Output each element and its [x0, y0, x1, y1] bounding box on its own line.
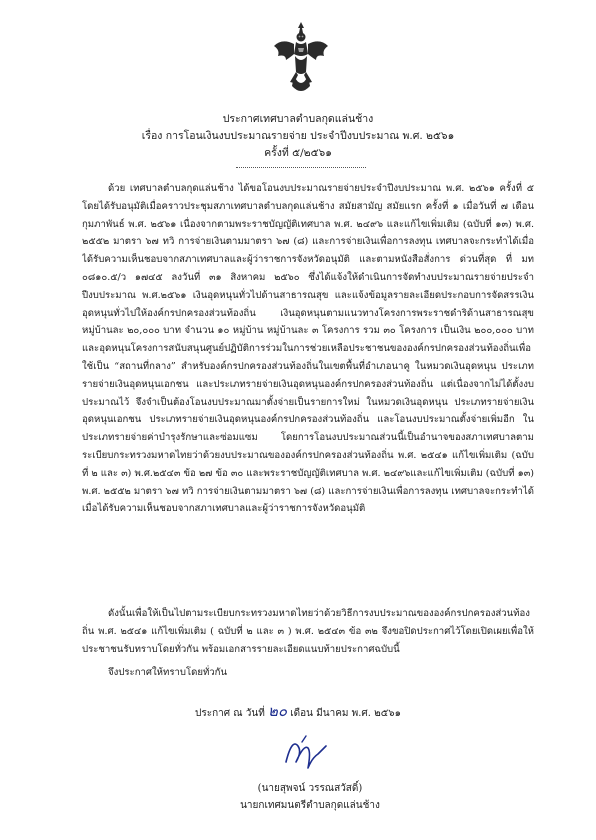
announcement-subject: เรื่อง การโอนเงินงบประมาณรายจ่าย ประจำปีงบประมาณ พ.ศ. ๒๕๖๑: [141, 130, 455, 142]
date-suffix: เดือน มีนาคม พ.ศ. ๒๕๖๑: [290, 708, 401, 719]
signatory-position: นายกเทศมนตรีตำบลกุดแล่นช้าง: [240, 800, 380, 811]
body-paragraph-2: ดังนั้นเพื่อให้เป็นไปตามระเบียบกระทรวงมหาดไทยว่าด้วยวิธีการงบประมาณขององค์กรปกครองส่วนท้องถิ่น พ.ศ. ๒๕๔๑ แก้ไขเพิ่มเติม ( ฉบับที่ ๒ และ ๓ ) พ.ศ. ๒๕๔๓ ข้อ ๓๒ จึงขอปิดประกาศไว้โดยเปิดเผยเพื่อให้ประชาชนรับทราบโดยทั่วกัน พร้อมเอกสารรายละเอียดแนบท้ายประกาศฉบับนี้: [82, 608, 534, 655]
handwritten-signature-icon: [278, 732, 334, 772]
announcement-org: ประกาศเทศบาลตำบลกุดแล่นช้าง: [222, 113, 374, 125]
garuda-emblem-icon: [272, 20, 330, 96]
announcement-date: [0, 699, 596, 723]
date-day: ๒๐: [267, 702, 288, 720]
body-paragraph-3: จึงประกาศให้ทราบโดยทั่วกัน: [108, 667, 228, 678]
signatory-name: (นายสุพจน์ วรรณสวัสดิ์): [257, 783, 363, 794]
date-prefix: ประกาศ ณ วันที่: [195, 708, 265, 719]
announcement-issue: ครั้งที่ ๕/๒๕๖๑: [264, 147, 332, 159]
body-paragraph-1: ด้วย เทศบาลตำบลกุดแล่นช้าง ได้ขอโอนงบประมาณรายจ่ายประจำปีงบประมาณ พ.ศ. ๒๕๖๑ ครั้งที่ ๕ โดยได้รับอนุมัติเมื่อคราวประชุมสภาเทศบาลตำบลกุดแล่นช้าง สมัยสามัญ สมัยแรก ครั้งที่ ๑ เมื่อวันที่ ๗ เดือน กุมภาพันธ์ พ.ศ. ๒๕๖๑ เนื่องจากตามพระราชบัญญัติเทศบาล พ.ศ. ๒๔๙๖ และแก้ไขเพิ่มเติม (ฉบับที่ ๑๓) พ.ศ. ๒๕๕๒ มาตรา ๖๗ ทวิ การจ่ายเงินตามมาตรา ๖๗ (๘) และการจ่ายเงินเพื่อการลงทุน เทศบาลจะกระทำได้เมื่อได้รับความเห็นชอบจากสภาเทศบาลและผู้ว่าราชการจังหวัดอนุมัติ และตามหนังสือสั่งการ ด่วนที่สุด ที่ มท ๐๘๑๐.๕/ว ๑๗๔๕ ลงวันที่ ๓๑ สิงหาคม ๒๕๖๐ ซึ่งได้แจ้งให้ดำเนินการจัดทำงบประมาณรายจ่ายประจำปีงบประมาณ พ.ศ.๒๕๖๑ เงินอุดหนุนทั่วไปด้านสาธารณสุข และแจ้งข้อมูลรายละเอียดประกอบการจัดสรรเงินอุดหนุนทั่วไปให้องค์กรปกครองส่วนท้องถิ่น เงินอุดหนุนตามแนวทางโครงการพระราชดำริด้านสาธารณสุข หมู่บ้านละ ๒๐,๐๐๐ บาท จำนวน ๑๐ หมู่บ้าน หมู่บ้านละ ๓ โครงการ รวม ๓๐ โครงการ เป็นเงิน ๒๐๐,๐๐๐ บาท และอุดหนุนโครงการสนับสนุนศูนย์ปฏิบัติการร่วมในการช่วยเหลือประชาชนขององค์กรปกครองส่วนท้องถิ่นเพื่อใช้เป็น “สถานที่กลาง” สำหรับองค์กรปกครองส่วนท้องถิ่นในเขตพื้นที่อำเภอนาคู ในหมวดเงินอุดหนุน ประเภทรายจ่ายเงินอุดหนุนเอกชน และประเภทรายจ่ายเงินอุดหนุนองค์กรปกครองส่วนท้องถิ่น แต่เนื่องจากไม่ได้ตั้งงบประมาณไว้ จึงจำเป็นต้องโอนงบประมาณมาตั้งจ่ายเป็นรายการใหม่ ในหมวดเงินอุดหนุน ประเภทรายจ่ายเงินอุดหนุนเอกชน ประเภทรายจ่ายเงินอุดหนุนองค์กรปกครองส่วนท้องถิ่น และโอนงบประมาณตั้งจ่ายเพิ่มอีก ในประเภทรายจ่ายค่าบำรุงรักษาและซ่อมแซม โดยการโอนงบประมาณส่วนนี้เป็นอำนาจของสภาเทศบาลตามระเบียบกระทรวงมหาดไทยว่าด้วยงบประมาณขององค์กรปกครองส่วนท้องถิ่น พ.ศ. ๒๕๔๑ แก้ไขเพิ่มเติม (ฉบับที่ ๒ และ ๓) พ.ศ.๒๕๔๓ ข้อ ๒๗ ข้อ ๓๐ และพระราชบัญญัติเทศบาล พ.ศ. ๒๔๙๖และแก้ไขเพิ่มเติม (ฉบับที่ ๑๓) พ.ศ. ๒๕๕๒ มาตรา ๖๗ ทวิ การจ่ายเงินตามมาตรา ๖๗ (๘) และการจ่ายเงินเพื่อการลงทุน เทศบาลจะกระทำได้เมื่อได้รับความเห็นชอบจากสภาเทศบาลและผู้ว่าราชการจังหวัดอนุมัติ: [82, 183, 534, 515]
header-separator: [236, 167, 366, 168]
